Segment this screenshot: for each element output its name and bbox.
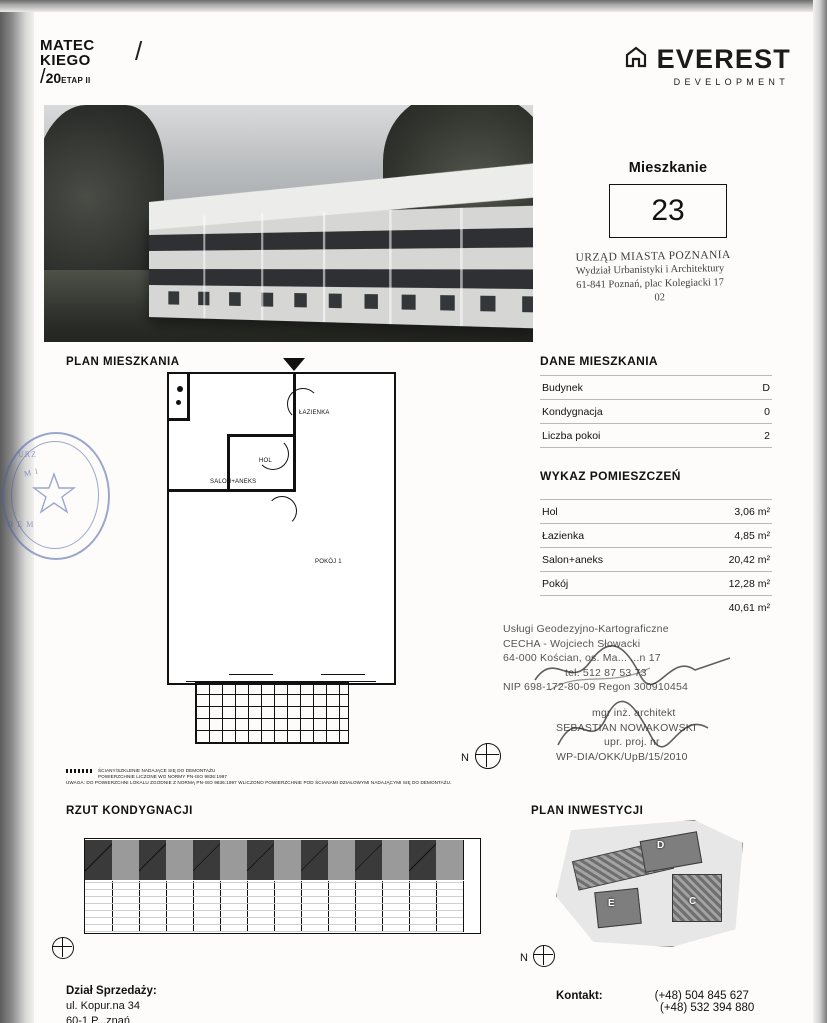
project-logo bbox=[40, 38, 220, 89]
city-office-stamp-line1: URZĄD MIASTA POZNANIA bbox=[575, 248, 731, 264]
north-arrow-plan bbox=[461, 752, 469, 764]
table-row bbox=[540, 548, 772, 572]
project-stage-number: 20 bbox=[45, 70, 62, 86]
section-title-plan-inwestycji: PLAN INWESTYCJI bbox=[531, 805, 644, 817]
apartment-data-table bbox=[540, 354, 772, 448]
room-area-3: 12,28 m² bbox=[728, 578, 770, 590]
apartment-number-block bbox=[609, 160, 727, 238]
developer-logo bbox=[624, 44, 791, 87]
site-building-tag-d: D bbox=[657, 840, 665, 851]
sales-address-line1: ul. Kopur.na 34 bbox=[66, 1000, 141, 1012]
city-office-stamp-line3: 61-841 Poznań, plac Kolegiacki 17 bbox=[576, 277, 725, 291]
apartment-data-value-1: 0 bbox=[764, 406, 770, 418]
sales-department-block bbox=[66, 984, 157, 1023]
sales-department-title: Dział Sprzedaży: bbox=[66, 985, 157, 997]
room-area-2: 20,42 m² bbox=[728, 554, 770, 566]
logo-slash2-icon: / bbox=[40, 66, 46, 88]
table-row bbox=[540, 524, 772, 548]
apartment-data-value-0: D bbox=[762, 382, 770, 394]
building-floor-layout bbox=[66, 838, 496, 942]
table-row bbox=[540, 400, 772, 424]
project-logo-line2: KIEGO bbox=[40, 52, 91, 69]
contact-phone-2: (+48) 532 394 880 bbox=[660, 1002, 755, 1014]
room-label-2: Salon+aneks bbox=[542, 554, 604, 566]
room-label-3: Pokój bbox=[542, 578, 569, 590]
site-building-tag-c: C bbox=[689, 896, 697, 907]
scan-edge-top bbox=[0, 0, 827, 12]
apartment-data-header: DANE MIESZKANIA bbox=[540, 354, 659, 368]
scan-edge-right bbox=[813, 0, 827, 1023]
building-render-photo bbox=[44, 105, 533, 342]
sales-address-line2: 60-1 P...znań bbox=[66, 1015, 131, 1023]
table-row bbox=[540, 424, 772, 448]
room-area-0: 3,06 m² bbox=[734, 506, 770, 518]
investment-site-plan bbox=[556, 820, 741, 950]
surveyor-stamp bbox=[503, 622, 763, 695]
apartment-data-label-0: Budynek bbox=[542, 382, 583, 394]
surveyor-stamp-line5: NIP 698-172-80-09 Regon 300910454 bbox=[503, 681, 689, 693]
architect-stamp-line3: upr. proj. nr bbox=[604, 736, 660, 748]
surveyor-stamp-line1: Usługi Geodezyjno-Kartograficzne bbox=[503, 623, 669, 635]
table-row bbox=[540, 375, 772, 400]
section-title-plan-mieszkania: PLAN MIESZKANIA bbox=[66, 356, 180, 368]
entrance-marker-icon bbox=[283, 358, 305, 371]
contact-phone-1: (+48) 504 845 627 bbox=[654, 990, 749, 1002]
project-logo-line1: MATEC bbox=[40, 37, 95, 54]
apartment-data-value-2: 2 bbox=[764, 430, 770, 442]
developer-name: EVEREST bbox=[656, 44, 791, 74]
rooms-list-header: WYKAZ POMIESZCZEŃ bbox=[540, 469, 681, 483]
apartment-data-label-1: Kondygnacja bbox=[542, 406, 603, 418]
developer-subtitle: DEVELOPMENT bbox=[673, 77, 789, 87]
plan-label-pokoj: POKÓJ 1 bbox=[315, 559, 342, 565]
plan-legend bbox=[66, 768, 466, 786]
room-label-0: Hol bbox=[542, 506, 558, 518]
terrace-edge-line bbox=[186, 681, 376, 682]
room-area-1: 4,85 m² bbox=[734, 530, 770, 542]
project-logo-line3 bbox=[40, 66, 220, 89]
terrace-hatch bbox=[195, 682, 349, 744]
room-label-1: Łazienka bbox=[542, 530, 585, 542]
city-office-stamp bbox=[575, 247, 781, 307]
table-row bbox=[540, 572, 772, 596]
round-office-stamp: URZ M I R E M bbox=[2, 424, 110, 564]
legend-swatch-icon bbox=[66, 769, 94, 773]
north-label: N bbox=[461, 752, 469, 764]
section-title-rzut-kondygnacji: RZUT KONDYGNACJI bbox=[66, 805, 193, 817]
architect-stamp bbox=[556, 706, 771, 764]
surveyor-stamp-line4: tel. 512 87 53 73 bbox=[565, 666, 647, 679]
contact-block bbox=[556, 990, 754, 1014]
site-building-tag-e: E bbox=[608, 898, 615, 909]
surveyor-stamp-line2: CECHA - Wojciech Słowacki bbox=[503, 637, 641, 650]
rooms-total-area: 40,61 m² bbox=[728, 602, 770, 614]
apartment-number: 23 bbox=[609, 184, 727, 238]
architect-stamp-line2: SEBASTIAN NOWAKOWSKI bbox=[556, 721, 697, 734]
architect-stamp-line1: mgr inż. architekt bbox=[592, 707, 676, 719]
plan-label-lazienka: ŁAZIENKA bbox=[299, 410, 330, 416]
rooms-list-table bbox=[540, 469, 772, 614]
house-outline-icon bbox=[624, 45, 648, 74]
plan-label-salon: SALON+ANEKS bbox=[210, 479, 257, 485]
logo-slash-icon: / bbox=[135, 36, 143, 66]
legend-line3: UWAGA: DO POWIERZCHNI LOKALU ZGODNIE Z NORMĄ PN-ISO 9836:1997 WLICZONO POWIERZCHNIE POD ŚCIANAMI DZIAŁOWYMI NADAJĄCYMI SIĘ DO DEMONTAŻU. bbox=[66, 780, 452, 785]
surveyor-stamp-line3: 64-000 Kościan, os. Ma... ...n 17 bbox=[503, 652, 661, 664]
table-row bbox=[540, 499, 772, 524]
apartment-floor-plan bbox=[167, 372, 396, 685]
apartment-data-label-2: Liczba pokoi bbox=[542, 430, 601, 442]
architect-stamp-line4: WP-DIA/OKK/UpB/15/2010 bbox=[556, 750, 688, 763]
north-arrow-site-plan bbox=[520, 952, 528, 964]
legend-line2: POWIERZCHNIE LICZONE WG NORMY PN-ISO 9836:1997 bbox=[98, 774, 228, 779]
project-stage-label: ETAP II bbox=[61, 76, 91, 85]
city-office-stamp-line2: Wydział Urbanistyki i Architektury bbox=[575, 263, 725, 277]
north-label-site: N bbox=[520, 952, 528, 964]
plan-label-hol: HOL bbox=[259, 458, 272, 464]
contact-label: Kontakt: bbox=[556, 990, 603, 1002]
legend-line1: ŚCIANY/SZKLENIE NADAJĄCE SIĘ DO DEMONTAŻU bbox=[98, 768, 216, 773]
city-office-stamp-line4: 02 bbox=[654, 292, 666, 304]
apartment-title: Mieszkanie bbox=[628, 160, 708, 176]
